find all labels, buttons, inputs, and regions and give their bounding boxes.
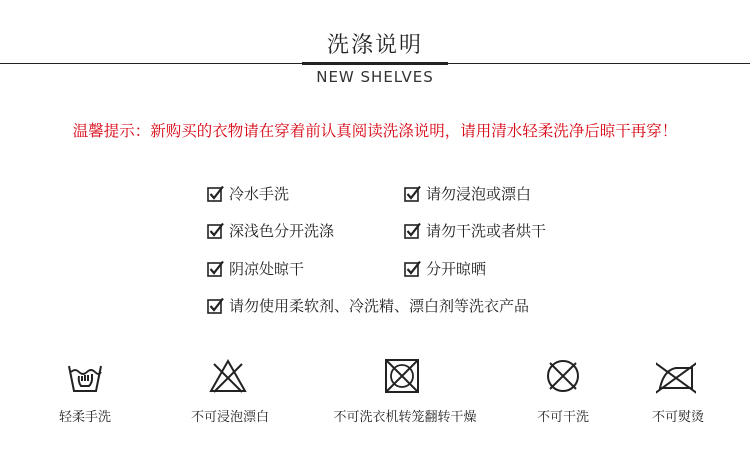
no-bleach-icon (208, 356, 248, 396)
instruction-item (207, 258, 304, 278)
checkbox-checked-icon (207, 260, 224, 277)
checkbox-checked-icon (207, 297, 224, 314)
checkbox-checked-icon (404, 222, 421, 239)
care-label: 不可洗衣机转笼翻转干燥 (333, 410, 477, 425)
instruction-label: 请勿浸泡或漂白 (426, 184, 532, 203)
hand-wash-icon (65, 356, 105, 396)
instruction-item (404, 220, 546, 240)
instruction-item (404, 258, 486, 278)
checkbox-checked-icon (207, 222, 224, 239)
no-tumble-dry-icon (382, 356, 422, 396)
care-label: 不可干洗 (536, 410, 590, 425)
instruction-item (207, 183, 289, 203)
instruction-item (207, 220, 334, 240)
care-label: 不可浸泡漂白 (190, 410, 270, 425)
page-subtitle: NEW SHELVES (316, 68, 434, 86)
instruction-item (404, 183, 531, 203)
header (0, 0, 750, 100)
no-dry-clean-icon (543, 356, 583, 396)
instruction-label: 请勿干洗或者烘干 (426, 221, 547, 240)
care-label: 不可熨烫 (651, 410, 705, 425)
warm-notice: 温馨提示：新购买的衣物请在穿着前认真阅读洗涤说明，请用清水轻柔洗净后晾干再穿！ (72, 122, 678, 140)
no-iron-icon (656, 356, 696, 396)
instruction-label: 冷水手洗 (229, 184, 290, 203)
instruction-label: 阴凉处晾干 (229, 259, 305, 278)
instruction-label: 请勿使用柔软剂、冷洗精、漂白剂等洗衣产品 (229, 296, 530, 315)
care-label: 轻柔手洗 (58, 410, 112, 425)
page-title: 洗涤说明 (326, 33, 423, 58)
checkbox-checked-icon (207, 185, 224, 202)
title-underline-bar (302, 62, 448, 65)
checkbox-checked-icon (404, 260, 421, 277)
instruction-item (207, 295, 529, 315)
instruction-label: 分开晾晒 (426, 259, 487, 278)
checkbox-checked-icon (404, 185, 421, 202)
instruction-label: 深浅色分开洗涤 (229, 221, 335, 240)
